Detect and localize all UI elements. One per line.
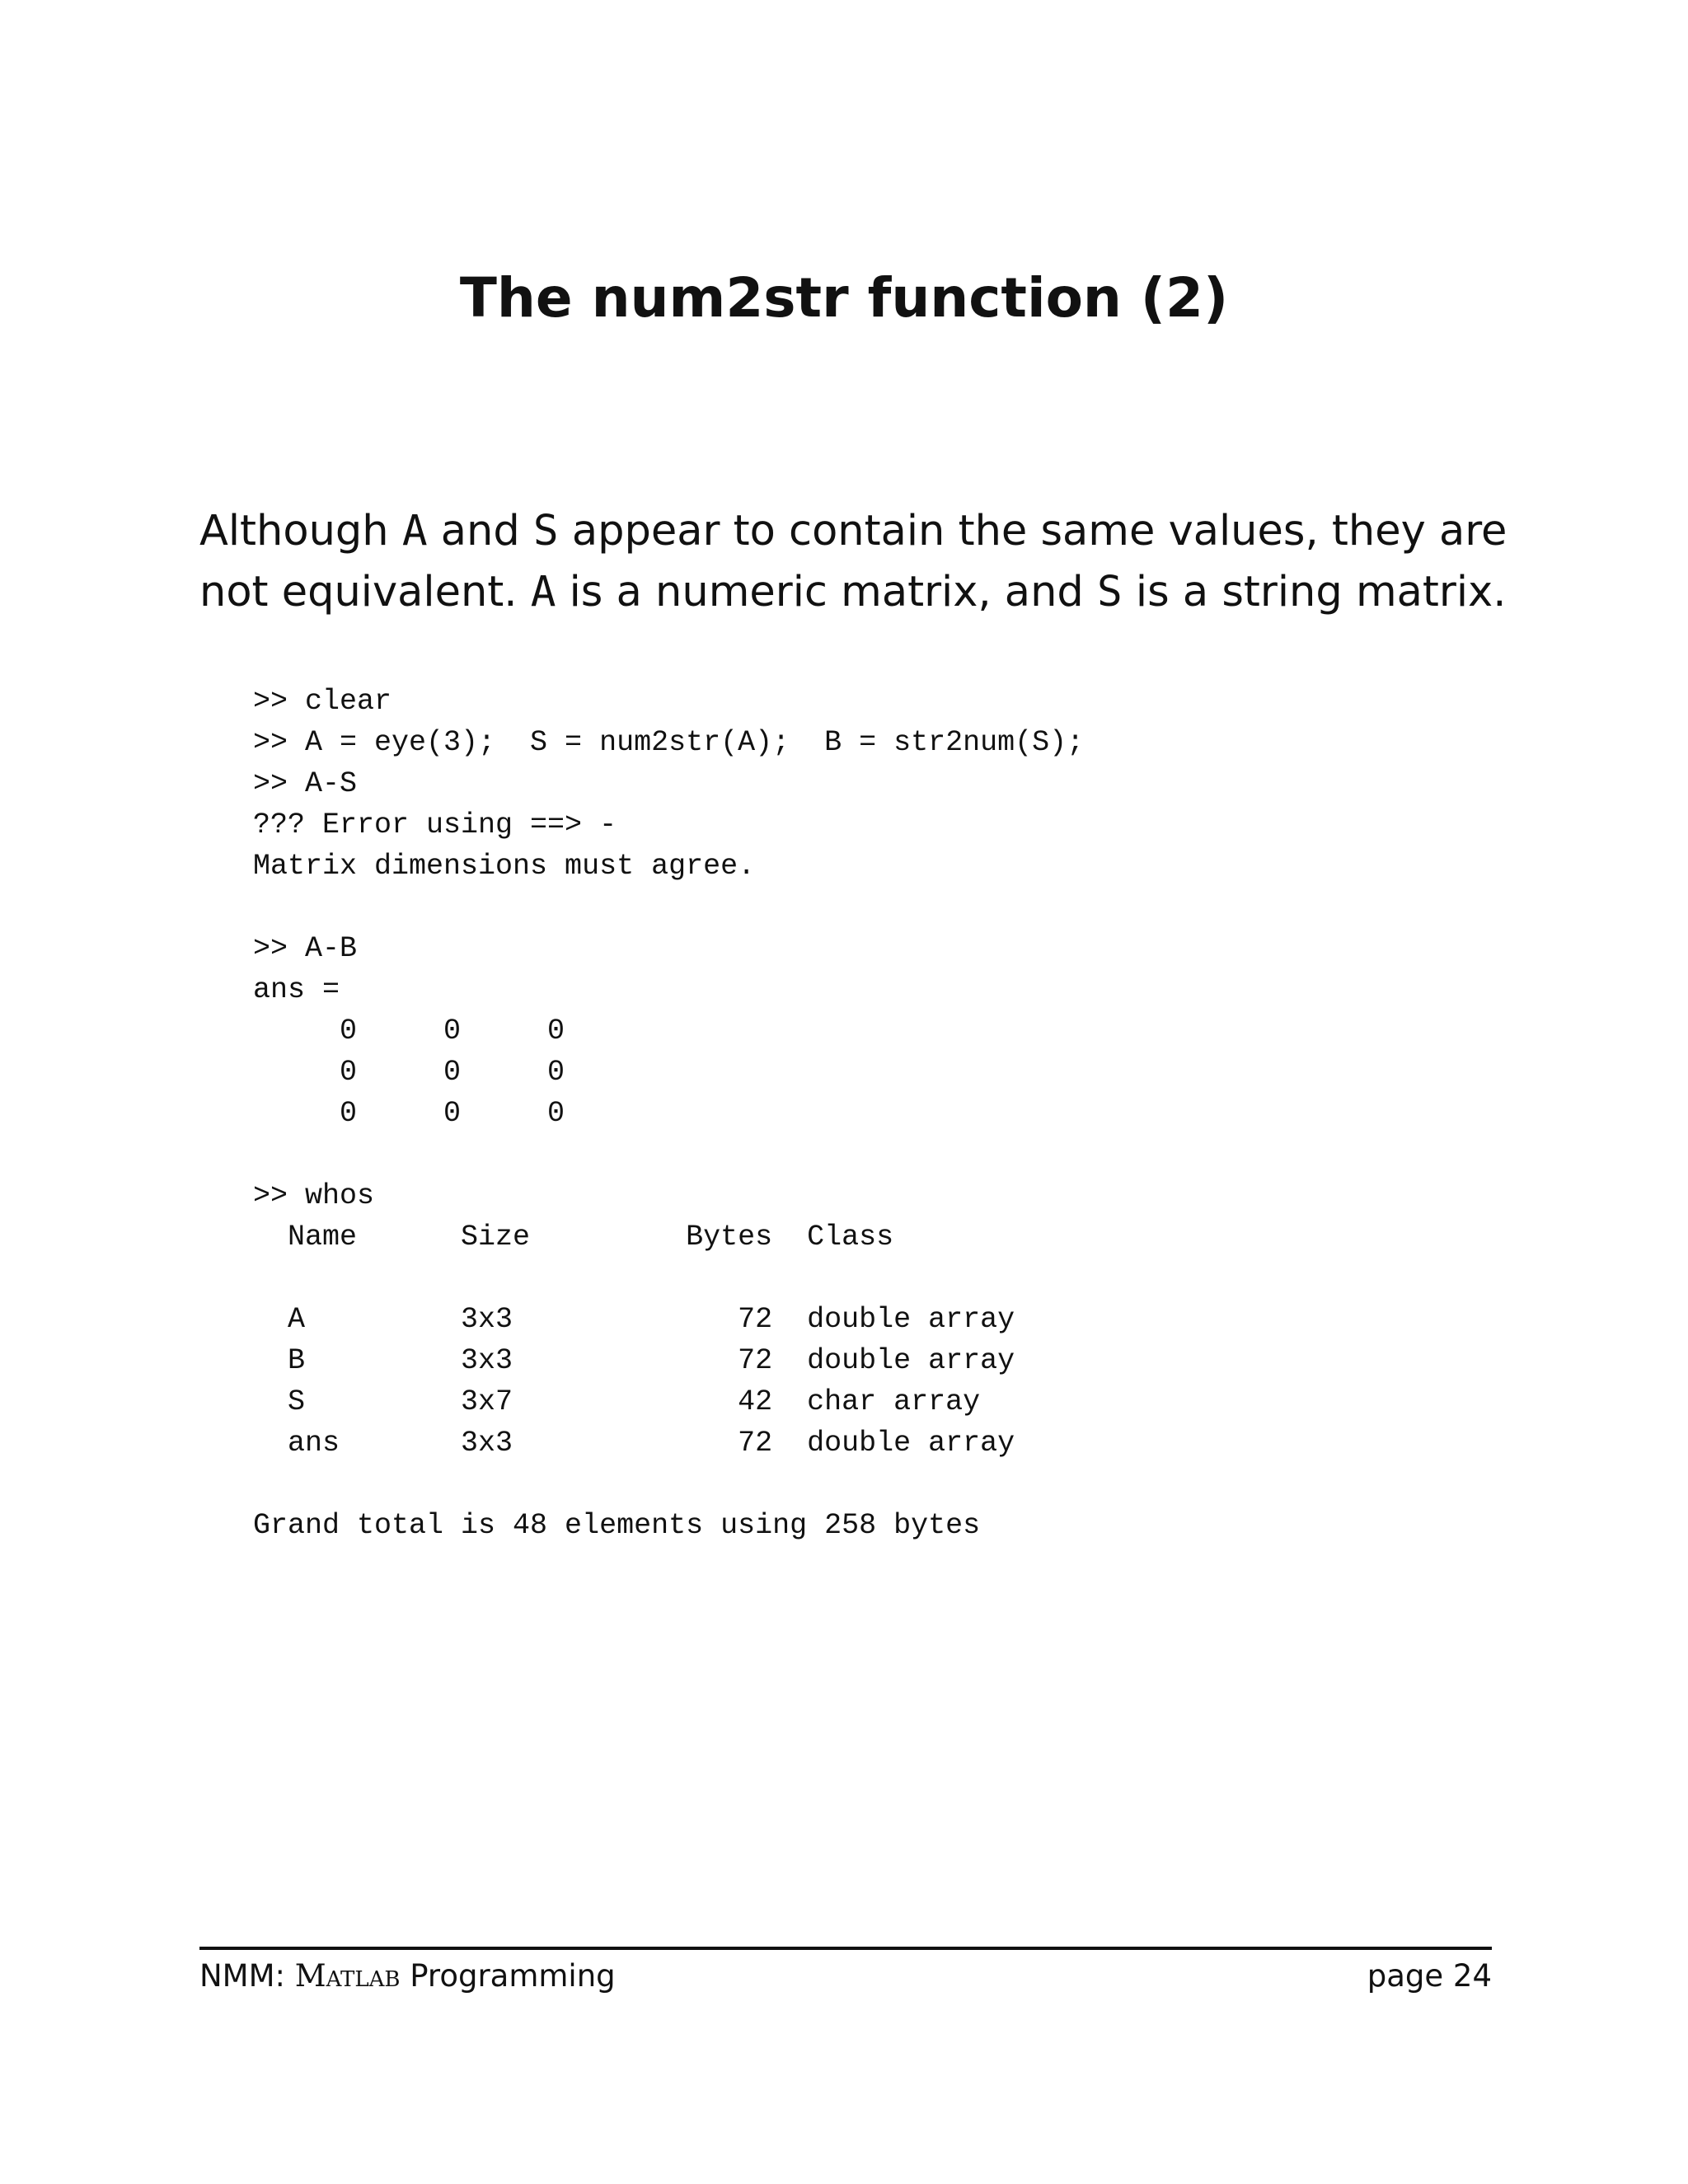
intro-paragraph <box>199 501 1518 623</box>
console-command-line: >> A-S <box>253 767 358 800</box>
code-variable-s: S <box>532 507 559 555</box>
grand-total-line: Grand total is 48 elements using 258 bytes <box>253 1509 981 1542</box>
page-title: The num2str function (2) <box>459 266 1229 330</box>
intro-line-2 <box>199 562 1518 623</box>
code-variable-a: A <box>401 507 428 555</box>
matrix-row: 0 0 0 <box>253 1015 565 1047</box>
console-command-line: >> A = eye(3); S = num2str(A); B = str2num(S); <box>253 726 1085 759</box>
console-blank-line <box>253 1134 1084 1175</box>
intro-text: and <box>427 507 533 555</box>
console-blank-line <box>253 1464 1084 1505</box>
intro-text: not equivalent. <box>199 568 531 616</box>
intro-text: Although <box>199 507 402 555</box>
whos-table-row: B 3x3 72 double array <box>253 1344 1015 1377</box>
console-blank-line <box>253 887 1084 928</box>
intro-text: is a numeric matrix, and <box>556 568 1097 616</box>
footer-course-title <box>199 1953 616 1999</box>
matrix-row: 0 0 0 <box>253 1097 565 1130</box>
whos-table-row: A 3x3 72 double array <box>253 1303 1015 1336</box>
console-command-line: >> whos <box>253 1179 375 1212</box>
intro-text: is a string matrix. <box>1122 568 1507 616</box>
footer-prefix: NMM: <box>199 1958 295 1994</box>
console-error-line: ??? Error using ==> - <box>253 808 617 841</box>
console-command-line: >> clear <box>253 685 392 718</box>
whos-table-row: ans 3x3 72 double array <box>253 1427 1015 1460</box>
matrix-row: 0 0 0 <box>253 1056 565 1089</box>
intro-line-1 <box>199 501 1518 562</box>
whos-table-row: S 3x7 42 char array <box>253 1385 981 1418</box>
console-command-line: >> A-B <box>253 932 358 965</box>
page-number: page 24 <box>1367 1958 1492 1994</box>
footer-matlab-smallcaps: Matlab <box>294 1958 401 1994</box>
intro-text: appear to contain the same values, they are <box>558 507 1507 555</box>
footer-rule <box>199 1947 1492 1950</box>
footer-suffix: Programming <box>400 1958 616 1994</box>
console-output-line: ans = <box>253 973 340 1006</box>
code-variable-a: A <box>530 568 556 616</box>
whos-table-header: Name Size Bytes Class <box>253 1221 894 1254</box>
console-error-line: Matrix dimensions must agree. <box>253 850 756 883</box>
code-variable-s: S <box>1096 568 1123 616</box>
matlab-console-transcript <box>253 681 1084 1546</box>
console-blank-line <box>253 1258 1084 1299</box>
